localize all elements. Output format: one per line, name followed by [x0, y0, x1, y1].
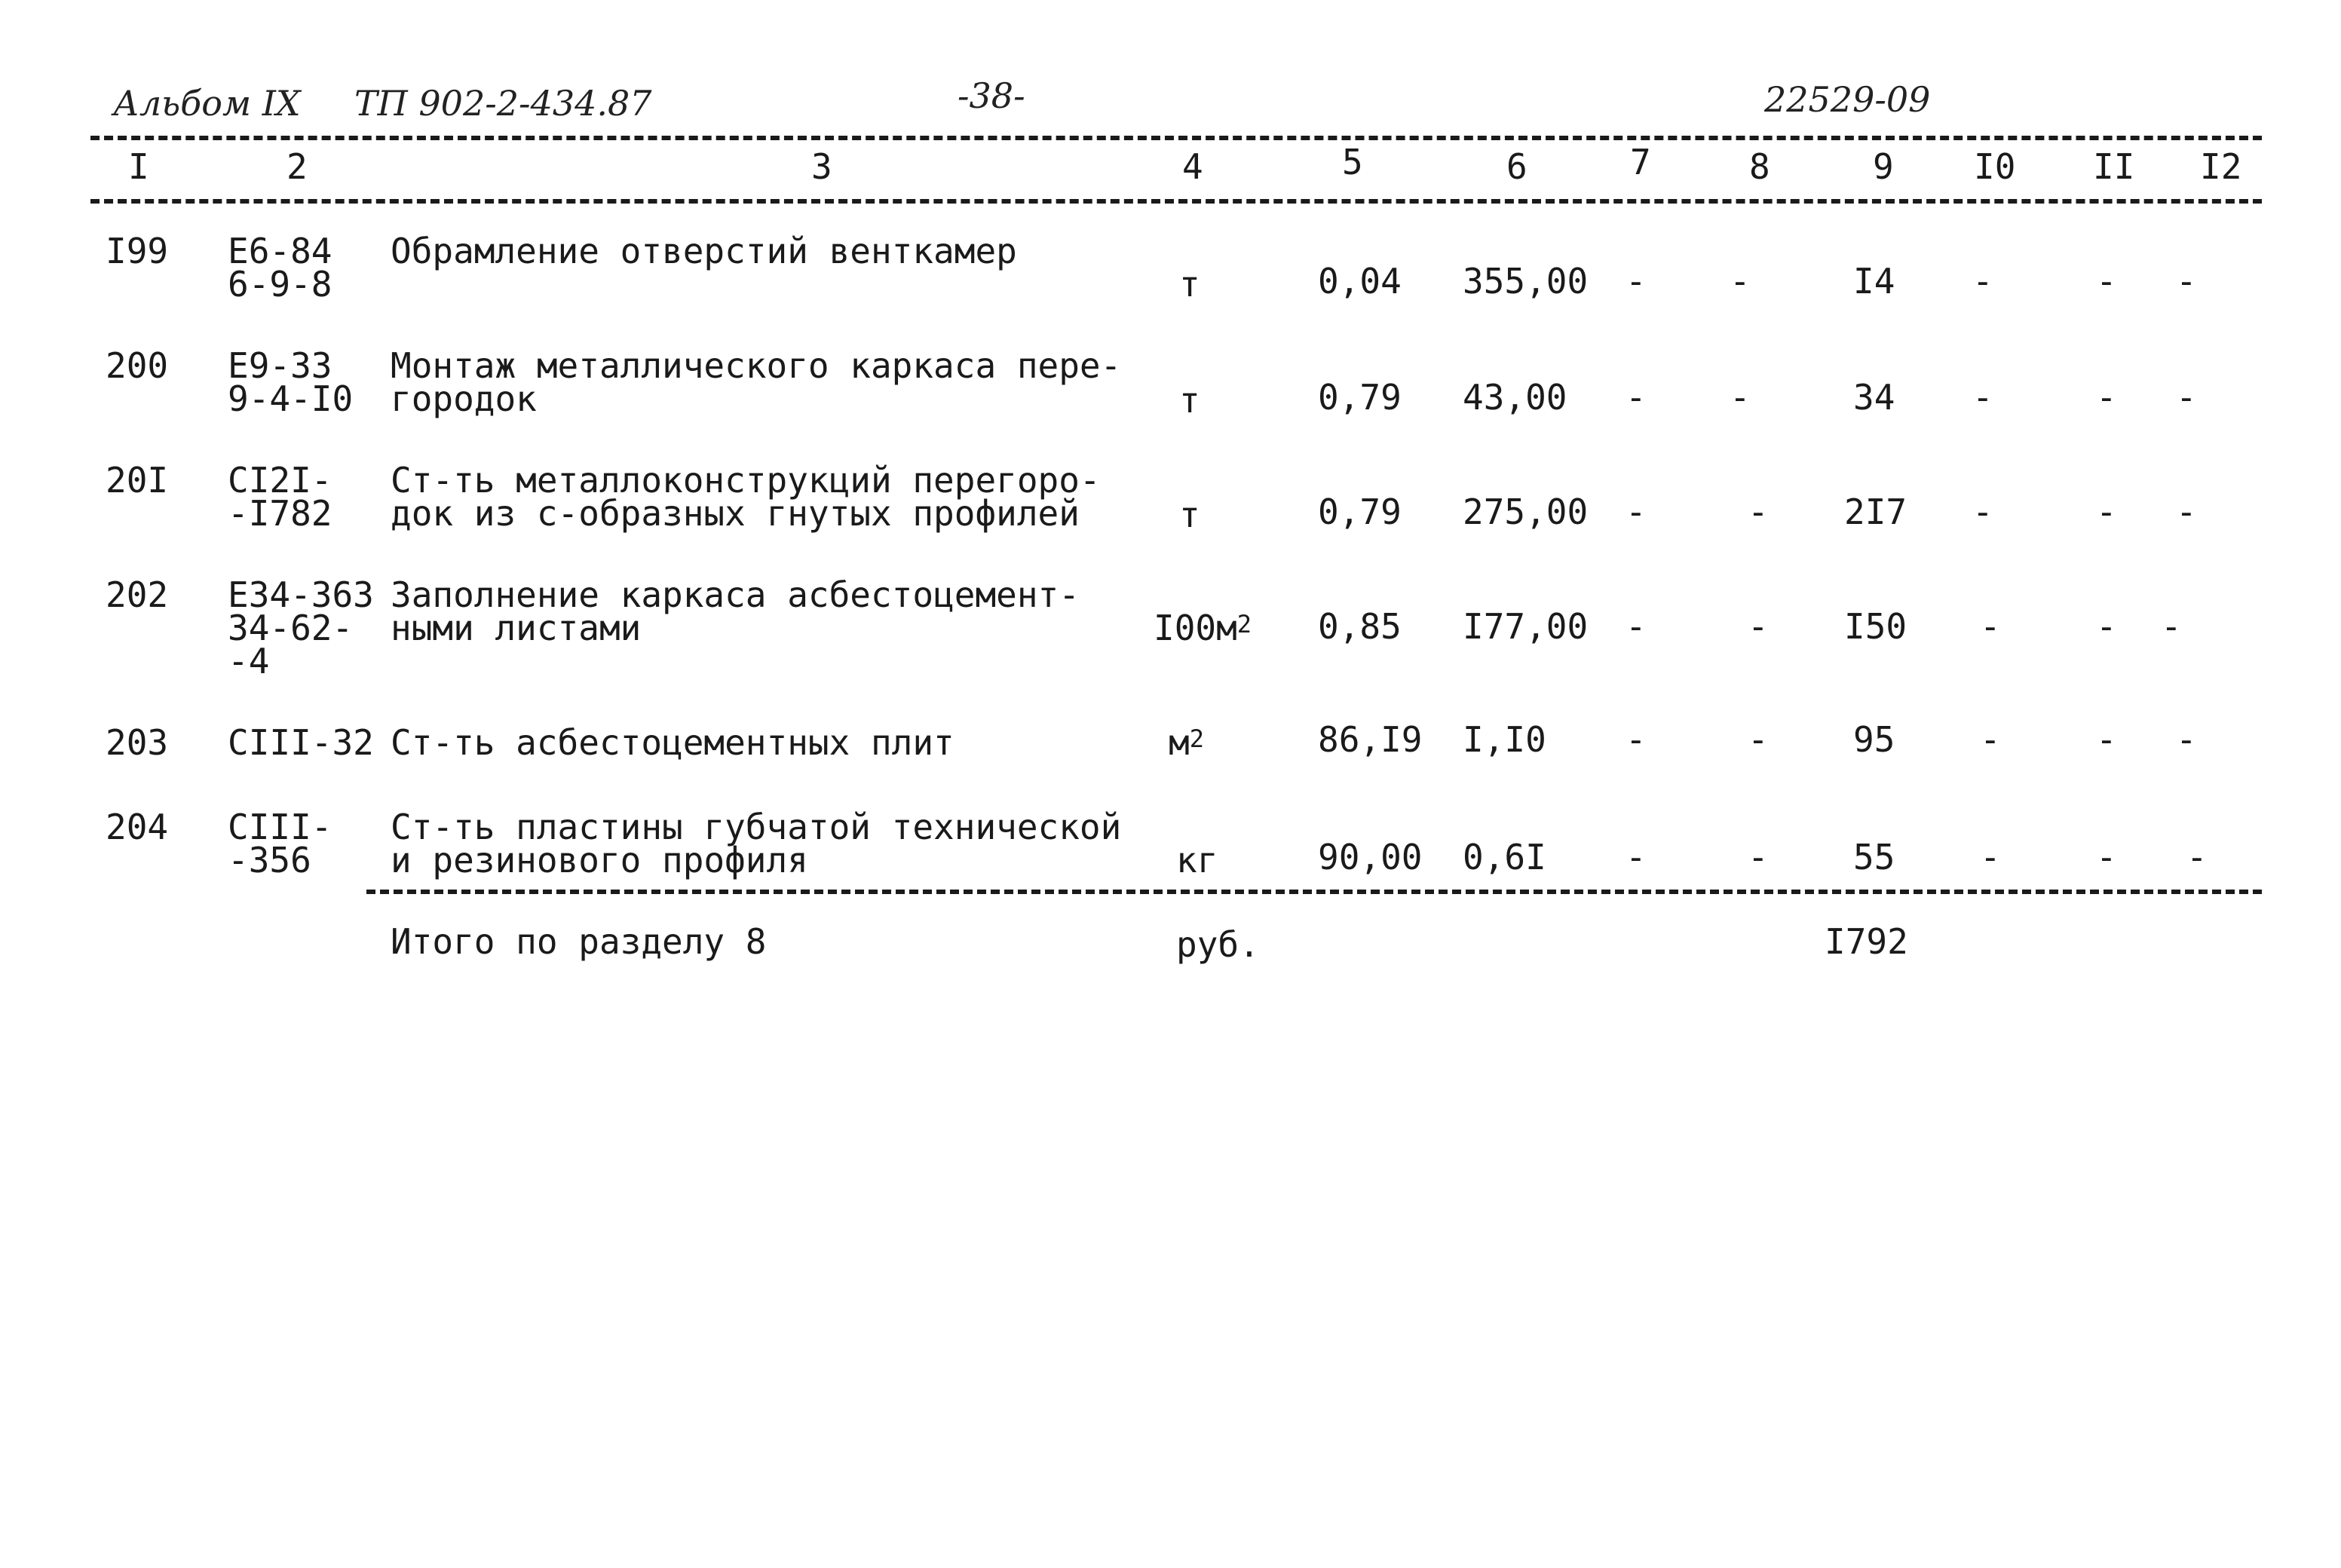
col12-value: - [2176, 719, 2197, 760]
col11-value: - [2096, 837, 2117, 877]
price-code: 34-62- [228, 608, 354, 648]
work-description: Ст-ть асбестоцементных плит [391, 722, 954, 763]
col9-value: 55 [1853, 837, 1895, 877]
col9-value: 95 [1853, 719, 1895, 760]
quantity: 0,79 [1318, 377, 1402, 418]
col12-value: - [2176, 492, 2197, 532]
col-number-10: I0 [1974, 146, 2016, 187]
quantity: 86,I9 [1318, 719, 1423, 760]
unit: т [1179, 264, 1200, 305]
price-code: Е9-33 [228, 345, 332, 386]
unit-price: 275,00 [1463, 492, 1589, 532]
unit-text: I00м [1154, 608, 1237, 648]
quantity: 0,04 [1318, 261, 1402, 302]
unit-price: 355,00 [1463, 261, 1589, 302]
col-number-7: 7 [1630, 142, 1651, 182]
col7-value: - [1626, 719, 1647, 760]
price-code: -4 [228, 641, 270, 681]
work-description: Монтаж металлического каркаса пере- [391, 345, 1122, 386]
price-code: 9-4-I0 [228, 378, 354, 419]
col9-value: I4 [1853, 261, 1895, 302]
page-number: -38- [958, 75, 1025, 116]
work-description: и резинового профиля [391, 840, 808, 880]
col-number-5: 5 [1342, 142, 1363, 182]
price-code: 6-9-8 [228, 264, 332, 305]
header-top-rule [90, 136, 2262, 140]
col-number-4: 4 [1182, 146, 1203, 187]
work-description: городок [391, 378, 537, 419]
unit-price: I77,00 [1463, 606, 1589, 647]
col9-value: 2I7 [1844, 492, 1907, 532]
col-number-11: II [2093, 146, 2135, 187]
unit [1154, 608, 1252, 649]
col-number-2: 2 [286, 146, 308, 187]
col11-value: - [2096, 261, 2117, 302]
col10-value: - [1980, 606, 2001, 647]
row-number: I99 [106, 231, 169, 271]
col11-value: - [2096, 719, 2117, 760]
unit [1169, 722, 1204, 764]
unit-price: I,I0 [1463, 719, 1546, 760]
unit-exponent: 2 [1189, 724, 1204, 753]
unit-price: 43,00 [1463, 377, 1567, 418]
col-number-9: 9 [1873, 146, 1894, 187]
price-code: -I782 [228, 493, 332, 534]
price-code: СIII- [228, 807, 332, 847]
unit-text: м [1169, 722, 1190, 763]
col9-value: 34 [1853, 377, 1895, 418]
quantity: 90,00 [1318, 837, 1423, 877]
col10-value: - [1972, 492, 1993, 532]
col-number-12: I2 [2200, 146, 2242, 187]
col7-value: - [1626, 837, 1647, 877]
document-number: 22529-09 [1764, 79, 1931, 120]
col-number-6: 6 [1506, 146, 1527, 187]
col11-value: - [2096, 492, 2117, 532]
col8-value: - [1748, 606, 1769, 647]
unit: т [1179, 380, 1200, 421]
col7-value: - [1626, 261, 1647, 302]
col7-value: - [1626, 492, 1647, 532]
col12-value: - [2176, 261, 2197, 302]
unit: т [1179, 495, 1200, 535]
work-description: ными листами [391, 608, 642, 648]
quantity: 0,85 [1318, 606, 1402, 647]
work-description: док из с-образных гнутых профилей [391, 493, 1080, 534]
work-description: Ст-ть металлоконструкций перегоро- [391, 460, 1101, 501]
price-code: Е6-84 [228, 231, 332, 271]
col10-value: - [1972, 377, 1993, 418]
col8-value: - [1748, 719, 1769, 760]
col8-value: - [1730, 377, 1751, 418]
col9-value: I50 [1844, 606, 1907, 647]
row-number: 20I [106, 460, 169, 501]
price-code: СIII-32 [228, 722, 374, 763]
work-description: Заполнение каркаса асбестоцемент- [391, 574, 1080, 615]
col12-value: - [2186, 837, 2208, 877]
row-number: 203 [106, 722, 169, 763]
col8-value: - [1748, 492, 1769, 532]
album-label: Альбом IX [113, 83, 301, 124]
col10-value: - [1980, 719, 2001, 760]
col11-value: - [2096, 377, 2117, 418]
price-code: -356 [228, 840, 311, 880]
col10-value: - [1972, 261, 1993, 302]
unit-exponent: 2 [1236, 610, 1252, 639]
col12-value: - [2161, 606, 2182, 647]
row-number: 204 [106, 807, 169, 847]
total-unit: руб. [1176, 924, 1260, 965]
row-number: 202 [106, 574, 169, 615]
project-code: ТП 902-2-434.87 [354, 83, 652, 124]
col11-value: - [2096, 606, 2117, 647]
col7-value: - [1626, 377, 1647, 418]
unit-price: 0,6I [1463, 837, 1546, 877]
total-value: I792 [1825, 921, 1908, 962]
work-description: Обрамление отверстий венткамер [391, 231, 1017, 271]
row-number: 200 [106, 345, 169, 386]
col12-value: - [2176, 377, 2197, 418]
header-bottom-rule [90, 199, 2262, 204]
col-number-8: 8 [1749, 146, 1770, 187]
price-code: СI2I- [228, 460, 332, 501]
col8-value: - [1730, 261, 1751, 302]
price-code: Е34-363 [228, 574, 374, 615]
col7-value: - [1626, 606, 1647, 647]
work-description: Ст-ть пластины губчатой технической [391, 807, 1122, 847]
col10-value: - [1980, 837, 2001, 877]
total-label: Итого по разделу 8 [391, 921, 767, 962]
col-number-3: 3 [811, 146, 832, 187]
unit: кг [1176, 840, 1218, 880]
total-rule [366, 890, 2262, 894]
quantity: 0,79 [1318, 492, 1402, 532]
col8-value: - [1748, 837, 1769, 877]
col-number-1: I [128, 146, 149, 187]
